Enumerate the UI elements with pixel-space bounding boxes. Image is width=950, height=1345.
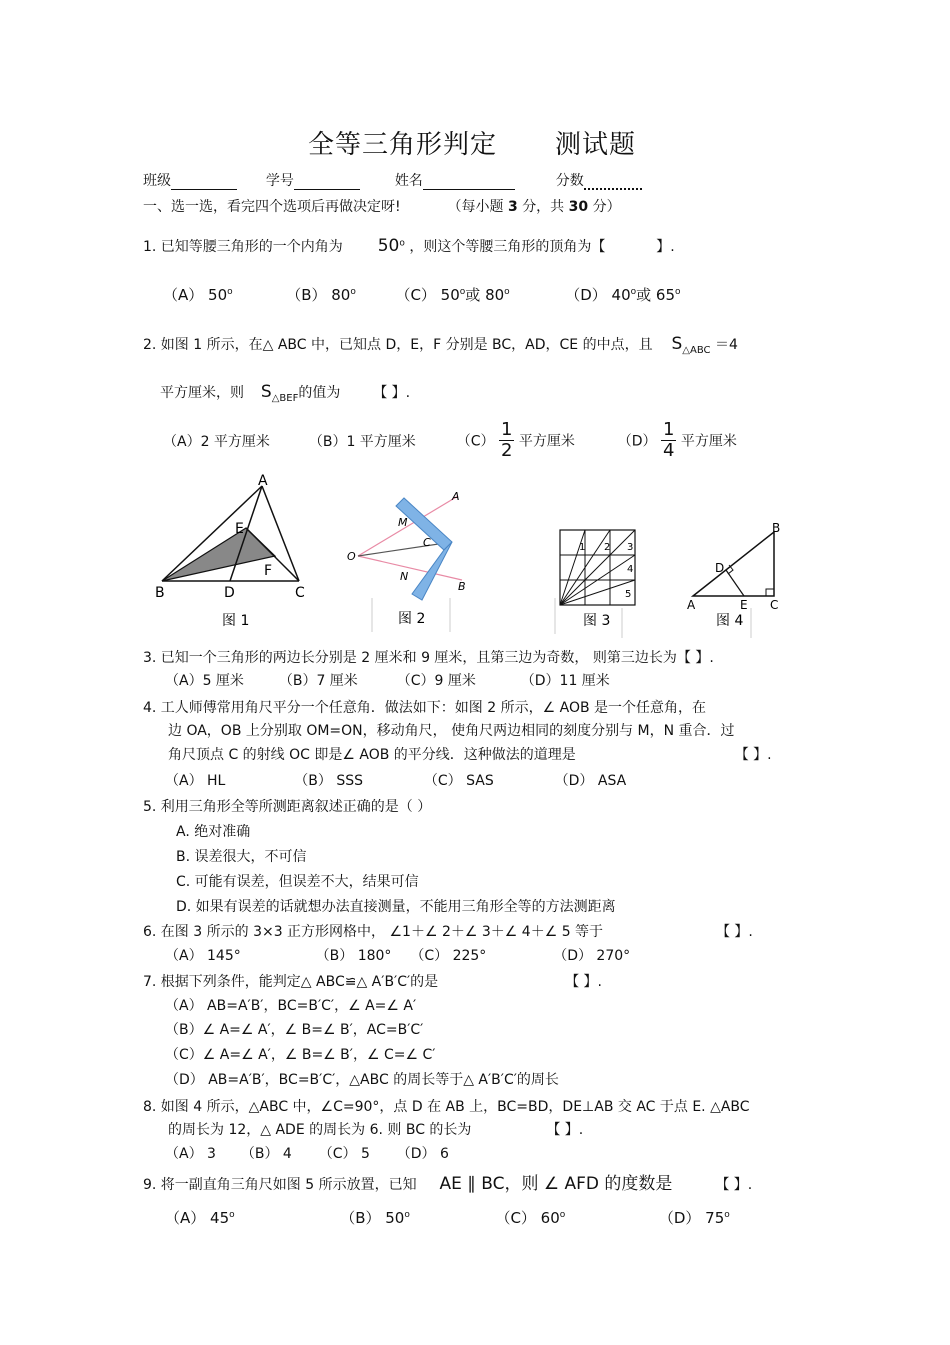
q3-options bbox=[165, 670, 610, 690]
q4-option-c[interactable]: （C） SAS bbox=[423, 773, 494, 789]
section-note-mid: 分，共 bbox=[522, 199, 565, 215]
q4-line3-text: 角尺顶点 C 的射线 OC 即是∠ AOB 的平分线．这种做法的道理是 bbox=[168, 747, 576, 763]
q8-option-d[interactable]: （D） 6 bbox=[396, 1146, 449, 1162]
q7-option-d[interactable]: （D） AB=A′B′，BC=B′C′，△ABC 的周长等于△ A′B′C′的周长 bbox=[165, 1072, 559, 1088]
q5-option-c[interactable]: C. 可能有误差，但误差不大，结果可信 bbox=[176, 874, 419, 890]
q2-line1: 2. 如图 1 所示，在△ ABC 中，已知点 D，E，F 分别是 BC，AD，CE 的中点，且 bbox=[143, 337, 653, 353]
q8-bracket: 【 】. bbox=[546, 1122, 584, 1138]
fig1-label-b: B bbox=[155, 585, 165, 601]
q3-option-b[interactable]: （B）7 厘米 bbox=[278, 673, 358, 689]
fig1-label-a: A bbox=[258, 473, 268, 489]
figure-4 bbox=[687, 521, 780, 638]
q1-bracket: 】. bbox=[656, 239, 675, 255]
q7-bracket: 【 】. bbox=[565, 974, 602, 990]
question-3: 3. 已知一个三角形的两边长分别是 2 厘米和 9 厘米，且第三边为奇数， 则第三边长为【 】. bbox=[143, 650, 714, 666]
q2-bracket: 【 】. bbox=[373, 385, 411, 401]
q1-option-d-or: 或 65 bbox=[636, 286, 676, 304]
page-title: 全等三角形判定 bbox=[308, 130, 498, 160]
section-heading-text: 一、选一选，看完四个选项后再做决定呀! bbox=[143, 199, 401, 215]
figure-3 bbox=[555, 530, 635, 638]
info-row bbox=[143, 170, 642, 190]
fig2-label-n: N bbox=[400, 570, 409, 583]
question-7 bbox=[143, 971, 602, 991]
q8-option-b[interactable]: （B） 4 bbox=[240, 1146, 292, 1162]
name-field[interactable] bbox=[423, 173, 515, 190]
fig4-label-b: B bbox=[772, 521, 781, 535]
q2-option-c-fraction: $\frac{1}{2}$ bbox=[500, 419, 513, 461]
question-5: 5. 利用三角形全等所测距离叙述正确的是（ ） bbox=[143, 799, 432, 815]
fig1-label-c: C bbox=[295, 585, 305, 601]
q5-option-a[interactable]: A. 绝对准确 bbox=[176, 824, 251, 840]
q9-bracket: 【 】. bbox=[715, 1177, 753, 1193]
q2-option-b[interactable]: （B）1 平方厘米 bbox=[308, 433, 416, 450]
fig3-caption: 图 3 bbox=[583, 613, 611, 629]
fig2-label-a: A bbox=[452, 490, 460, 503]
figure-2 bbox=[347, 490, 466, 632]
q9-text-mid: AE ∥ BC，则 ∠ AFD 的度数是 bbox=[439, 1174, 673, 1194]
class-field[interactable] bbox=[171, 173, 237, 190]
fig3-angle-1: 1 bbox=[579, 542, 586, 553]
section-note-pre: （每小题 bbox=[447, 199, 504, 215]
q1-text-b: ，则这个等腰三角形的顶角为【 bbox=[409, 239, 606, 255]
figure-1 bbox=[155, 473, 305, 629]
fig4-label-d: D bbox=[715, 561, 725, 575]
fig1-label-f: F bbox=[264, 563, 273, 579]
fig3-angle-2: 2 bbox=[604, 542, 611, 553]
q5-option-d[interactable]: D. 如果有误差的话就想办法直接测量，不能用三角形全等的方法测距离 bbox=[176, 899, 616, 915]
q2-s-bef-sub: △BEF bbox=[271, 392, 299, 404]
fig1-label-d: D bbox=[224, 585, 235, 601]
q3-option-c[interactable]: （C）9 厘米 bbox=[396, 673, 476, 689]
q9-option-a[interactable]: （A） 45 bbox=[165, 1209, 230, 1227]
q6-bracket: 【 】. bbox=[715, 924, 753, 940]
q8-line2-text: 的周长为 12，△ ADE 的周长为 6. 则 BC 的长为 bbox=[168, 1122, 472, 1138]
q2-s-abc-sub: △ABC bbox=[682, 344, 711, 356]
fig3-angle-3: 3 bbox=[627, 542, 634, 553]
q7-option-b[interactable]: （B）∠ A=∠ A′，∠ B=∠ B′，AC=B′C′ bbox=[165, 1022, 424, 1038]
q7-option-a[interactable]: （A） AB=A′B′，BC=B′C′，∠ A=∠ A′ bbox=[165, 998, 417, 1014]
fig2-label-m: M bbox=[398, 516, 408, 529]
q2-line2-b: 的值为 bbox=[298, 385, 341, 401]
q4-option-a[interactable]: （A） HL bbox=[165, 773, 226, 789]
question-4: 4. 工人师傅常用角尺平分一个任意角．做法如下：如图 2 所示，∠ AOB 是一个任意角，在 bbox=[143, 700, 707, 716]
q8-option-a[interactable]: （A） 3 bbox=[165, 1146, 216, 1162]
q4-option-b[interactable]: （B） SSS bbox=[294, 773, 363, 789]
q3-option-d[interactable]: （D）11 厘米 bbox=[520, 673, 610, 689]
q1-option-d[interactable]: （D） 40 bbox=[565, 286, 631, 304]
fig2-label-b: B bbox=[458, 580, 466, 593]
fig4-label-c: C bbox=[770, 598, 779, 612]
q2-option-d-fraction: $\frac{1}{4}$ bbox=[663, 419, 675, 461]
q6-options bbox=[165, 945, 630, 965]
q2-options bbox=[163, 420, 737, 461]
fig1-label-e: E bbox=[235, 521, 244, 537]
number-label: 学号 bbox=[265, 173, 294, 189]
q7-option-c[interactable]: （C）∠ A=∠ A′，∠ B=∠ B′，∠ C=∠ C′ bbox=[165, 1047, 436, 1063]
q7-text: 7. 根据下列条件，能判定△ ABC≌△ A′B′C′的是 bbox=[143, 974, 439, 990]
fig4-caption: 图 4 bbox=[716, 613, 744, 629]
q2-option-c-unit: 平方厘米 bbox=[518, 433, 575, 450]
q1-options: （A） 50$^o$ （B） 80$^o$ （C） 50$^o$或 80$^o$ （D） 40$^o$或 65$^o$ bbox=[163, 286, 681, 304]
class-label: 班级 bbox=[143, 173, 171, 189]
q2-option-d-unit: 平方厘米 bbox=[680, 433, 737, 450]
q3-option-a[interactable]: （A）5 厘米 bbox=[165, 673, 244, 689]
q1-option-a[interactable]: （A） 50 bbox=[163, 286, 228, 304]
q2-option-a[interactable]: （A）2 平方厘米 bbox=[163, 433, 270, 450]
q2-option-c[interactable]: （C） bbox=[456, 433, 495, 450]
q9-option-b[interactable]: （B） 50 bbox=[340, 1209, 405, 1227]
section-note-points: 3 bbox=[507, 199, 518, 215]
fig2-label-o: O bbox=[347, 550, 356, 563]
fig4-label-e: E bbox=[740, 598, 748, 612]
name-label: 姓名 bbox=[394, 173, 423, 189]
q2-option-d[interactable]: （D） bbox=[617, 433, 657, 450]
q8-line2 bbox=[168, 1119, 583, 1139]
q2-s-abc-value: ＝4 bbox=[714, 337, 738, 353]
fig3-angle-4: 4 bbox=[627, 564, 634, 575]
q1-angle: 50 bbox=[377, 236, 400, 256]
fig3-angle-5: 5 bbox=[625, 589, 632, 600]
fig2-caption: 图 2 bbox=[398, 611, 426, 627]
fig1-caption: 图 1 bbox=[222, 613, 250, 629]
q9-text: 9. 将一副直角三角尺如图 5 所示放置，已知 bbox=[143, 1177, 417, 1193]
score-field[interactable] bbox=[584, 172, 642, 190]
q4-line2: 边 OA，OB 上分别取 OM=ON，移动角尺， 使角尺两边相同的刻度分别与 M，N 重合．过 bbox=[168, 723, 735, 739]
q6-option-b[interactable]: （B） 180° bbox=[315, 948, 392, 964]
question-9 bbox=[143, 1169, 752, 1194]
q2-s-bef: S bbox=[260, 382, 272, 402]
score-label: 分数 bbox=[555, 173, 584, 189]
section-note-post: 分） bbox=[592, 199, 621, 215]
question-6 bbox=[143, 921, 753, 941]
q9-option-c[interactable]: （C） 60 bbox=[495, 1209, 560, 1227]
section-note-total: 30 bbox=[568, 199, 589, 215]
q9-option-d[interactable]: （D） 75 bbox=[658, 1209, 725, 1227]
q8-option-c[interactable]: （C） 5 bbox=[318, 1146, 370, 1162]
figures-row bbox=[140, 468, 820, 638]
q1-option-b[interactable]: （B） 80 bbox=[286, 286, 351, 304]
fig4-label-a: A bbox=[687, 598, 696, 612]
q6-option-c[interactable]: （C） 225° bbox=[410, 948, 487, 964]
fig2-label-c: C bbox=[423, 536, 431, 549]
page-title-suffix: 测试题 bbox=[555, 130, 637, 160]
q4-options bbox=[165, 770, 626, 790]
q8-options bbox=[165, 1143, 449, 1163]
q1-option-c[interactable]: （C） 50 bbox=[395, 286, 460, 304]
question-8: 8. 如图 4 所示，△ABC 中，∠C=90°，点 D 在 AB 上，BC=BD，DE⊥AB 交 AC 于点 E. △ABC bbox=[143, 1099, 750, 1115]
q6-text: 6. 在图 3 所示的 3×3 正方形网格中， ∠1＋∠ 2＋∠ 3＋∠ 4＋∠ 5 等于 bbox=[143, 924, 604, 940]
q9-options: （A） 45$^o$ （B） 50$^o$ （C） 60$^o$ （D） 75$^o$ bbox=[165, 1209, 730, 1227]
q6-option-a[interactable]: （A） 145° bbox=[165, 948, 241, 964]
q1-option-c-or: 或 80 bbox=[465, 286, 505, 304]
question-1: 1. 已知等腰三角形的一个内角为 50$^o$ ，则这个等腰三角形的顶角为【 】. bbox=[143, 236, 675, 256]
q4-option-d[interactable]: （D） ASA bbox=[554, 773, 627, 789]
q6-option-d[interactable]: （D） 270° bbox=[553, 948, 631, 964]
q4-bracket: 【 】. bbox=[734, 747, 772, 763]
number-field[interactable] bbox=[294, 173, 360, 190]
q1-text: 1. 已知等腰三角形的一个内角为 bbox=[143, 239, 343, 255]
question-2 bbox=[143, 334, 738, 356]
q5-option-b[interactable]: B. 误差很大，不可信 bbox=[176, 849, 307, 865]
q2-s-abc: S bbox=[671, 334, 683, 354]
section-heading bbox=[143, 196, 621, 216]
q2-line2 bbox=[160, 382, 410, 404]
q4-line3 bbox=[168, 744, 772, 764]
q2-line2-a: 平方厘米，则 bbox=[160, 385, 244, 401]
